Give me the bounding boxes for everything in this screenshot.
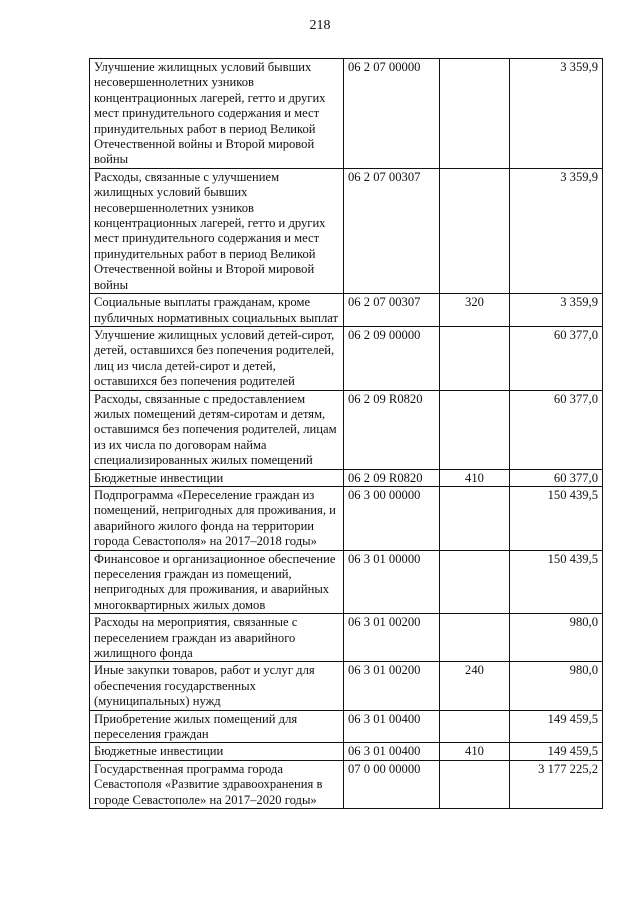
row-amount-cell: 60 377,0 — [510, 326, 603, 390]
row-amount-cell: 3 359,9 — [510, 59, 603, 169]
row-expense-type-cell — [440, 390, 510, 469]
row-amount-cell: 3 359,9 — [510, 168, 603, 293]
row-amount-cell: 149 459,5 — [510, 710, 603, 743]
table-row — [90, 326, 603, 390]
row-code-cell: 06 2 07 00307 — [344, 168, 440, 293]
row-amount-cell: 60 377,0 — [510, 469, 603, 486]
row-code-cell: 06 2 09 00000 — [344, 326, 440, 390]
table-row — [90, 294, 603, 327]
row-name-cell: Улучшение жилищных условий детей-сирот, детей, оставшихся без попечения родителей, лиц из числа детей-сирот и детей, оставшихся без попечения родителей — [90, 326, 344, 390]
row-amount-cell: 150 439,5 — [510, 486, 603, 550]
row-amount-cell: 980,0 — [510, 662, 603, 710]
row-name-cell: Финансовое и организационное обеспечение переселения граждан из помещений, непригодных для проживания, и аварийных многоквартирных жилых домов — [90, 550, 344, 614]
row-name-cell: Иные закупки товаров, работ и услуг для обеспечения государственных (муниципальных) нужд — [90, 662, 344, 710]
row-code-cell: 06 3 01 00400 — [344, 710, 440, 743]
row-name-cell: Бюджетные инвестиции — [90, 743, 344, 760]
row-expense-type-cell: 240 — [440, 662, 510, 710]
row-expense-type-cell — [440, 59, 510, 169]
row-expense-type-cell — [440, 710, 510, 743]
row-expense-type-cell — [440, 550, 510, 614]
row-name-cell: Приобретение жилых помещений для переселения граждан — [90, 710, 344, 743]
row-amount-cell: 3 359,9 — [510, 294, 603, 327]
row-amount-cell: 60 377,0 — [510, 390, 603, 469]
row-code-cell: 07 0 00 00000 — [344, 760, 440, 808]
row-name-cell: Социальные выплаты гражданам, кроме публичных нормативных социальных выплат — [90, 294, 344, 327]
row-expense-type-cell — [440, 326, 510, 390]
row-code-cell: 06 2 07 00000 — [344, 59, 440, 169]
row-code-cell: 06 2 09 R0820 — [344, 390, 440, 469]
table-row — [90, 469, 603, 486]
row-code-cell: 06 3 01 00400 — [344, 743, 440, 760]
row-code-cell: 06 2 07 00307 — [344, 294, 440, 327]
budget-table — [89, 58, 603, 809]
row-name-cell: Бюджетные инвестиции — [90, 469, 344, 486]
row-expense-type-cell — [440, 760, 510, 808]
row-amount-cell: 980,0 — [510, 614, 603, 662]
row-name-cell: Расходы на мероприятия, связанные с переселением граждан из аварийного жилищного фонда — [90, 614, 344, 662]
page-number: 218 — [309, 18, 331, 33]
table-row — [90, 710, 603, 743]
row-expense-type-cell — [440, 168, 510, 293]
budget-table-body — [90, 59, 603, 809]
row-expense-type-cell: 410 — [440, 469, 510, 486]
row-name-cell: Подпрограмма «Переселение граждан из помещений, непригодных для проживания, и аварийного жилого фонда на территории города Севастополя» на 2017–2018 годы» — [90, 486, 344, 550]
row-name-cell: Государственная программа города Севастополя «Развитие здравоохранения в городе Севастополе» на 2017–2020 годы» — [90, 760, 344, 808]
row-expense-type-cell — [440, 486, 510, 550]
row-code-cell: 06 2 09 R0820 — [344, 469, 440, 486]
row-amount-cell: 3 177 225,2 — [510, 760, 603, 808]
table-row — [90, 743, 603, 760]
row-name-cell: Расходы, связанные с предоставлением жилых помещений детям-сиротам и детям, оставшимся без попечения родителей, лицам из их числа по договорам найма специализированных жилых помещений — [90, 390, 344, 469]
row-expense-type-cell: 320 — [440, 294, 510, 327]
row-amount-cell: 150 439,5 — [510, 550, 603, 614]
row-code-cell: 06 3 01 00000 — [344, 550, 440, 614]
row-expense-type-cell — [440, 614, 510, 662]
table-row — [90, 59, 603, 169]
table-row — [90, 390, 603, 469]
table-row — [90, 614, 603, 662]
row-expense-type-cell: 410 — [440, 743, 510, 760]
row-name-cell: Расходы, связанные с улучшением жилищных условий бывших несовершеннолетних узников концентрационных лагерей, гетто и других мест принудительного содержания и мест принудительных работ в период Великой Отечественной войны и Второй мировой войны — [90, 168, 344, 293]
row-name-cell: Улучшение жилищных условий бывших несовершеннолетних узников концентрационных лагерей, гетто и других мест принудительного содержания и мест принудительных работ в период Великой Отечественной войны и Второй мировой войны — [90, 59, 344, 169]
row-code-cell: 06 3 00 00000 — [344, 486, 440, 550]
row-code-cell: 06 3 01 00200 — [344, 614, 440, 662]
row-amount-cell: 149 459,5 — [510, 743, 603, 760]
table-row — [90, 486, 603, 550]
table-row — [90, 550, 603, 614]
table-row — [90, 168, 603, 293]
row-code-cell: 06 3 01 00200 — [344, 662, 440, 710]
table-row — [90, 760, 603, 808]
table-row — [90, 662, 603, 710]
